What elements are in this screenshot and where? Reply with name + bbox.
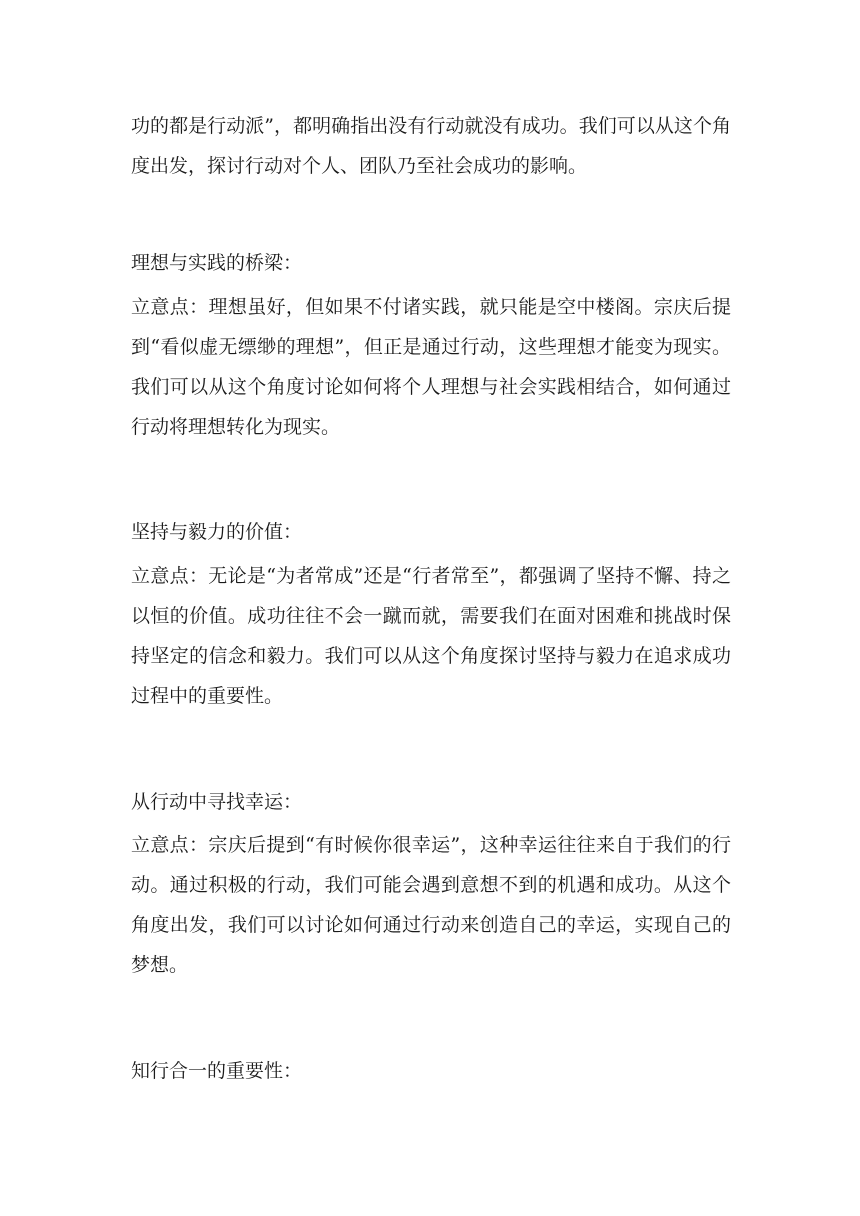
section-body-persistence: 立意点：无论是“为者常成”还是“行者常至”，都强调了坚持不懈、持之以恒的价值。成功往往不会一蹴而就，需要我们在面对困难和挑战时保持坚定的信念和毅力。我们可以从这个角度探讨坚持与毅力在追求成功过程中的重要性。 bbox=[131, 565, 731, 707]
section-heading-ideal-practice: 理想与实践的桥梁： bbox=[131, 252, 303, 274]
section-body-luck: 立意点：宗庆后提到“有时候你很幸运”，这种幸运往往来自于我们的行动。通过积极的行动，我们可能会遇到意想不到的机遇和成功。从这个角度出发，我们可以讨论如何通过行动来创造自己的幸运，实现自己的梦想。 bbox=[131, 834, 731, 976]
intro-paragraph: 功的都是行动派”，都明确指出没有行动就没有成功。我们可以从这个角度出发，探讨行动对个人、团队乃至社会成功的影响。 bbox=[131, 115, 731, 177]
section-heading-knowledge-action: 知行合一的重要性： bbox=[131, 1060, 303, 1082]
section-heading-persistence: 坚持与毅力的价值： bbox=[131, 521, 303, 543]
section-heading-luck: 从行动中寻找幸运： bbox=[131, 791, 303, 813]
section-body-ideal-practice: 立意点：理想虽好，但如果不付诸实践，就只能是空中楼阁。宗庆后提到“看似虚无缥缈的理想”，但正是通过行动，这些理想才能变为现实。我们可以从这个角度讨论如何将个人理想与社会实践相结合，如何通过行动将理想转化为现实。 bbox=[131, 296, 731, 438]
